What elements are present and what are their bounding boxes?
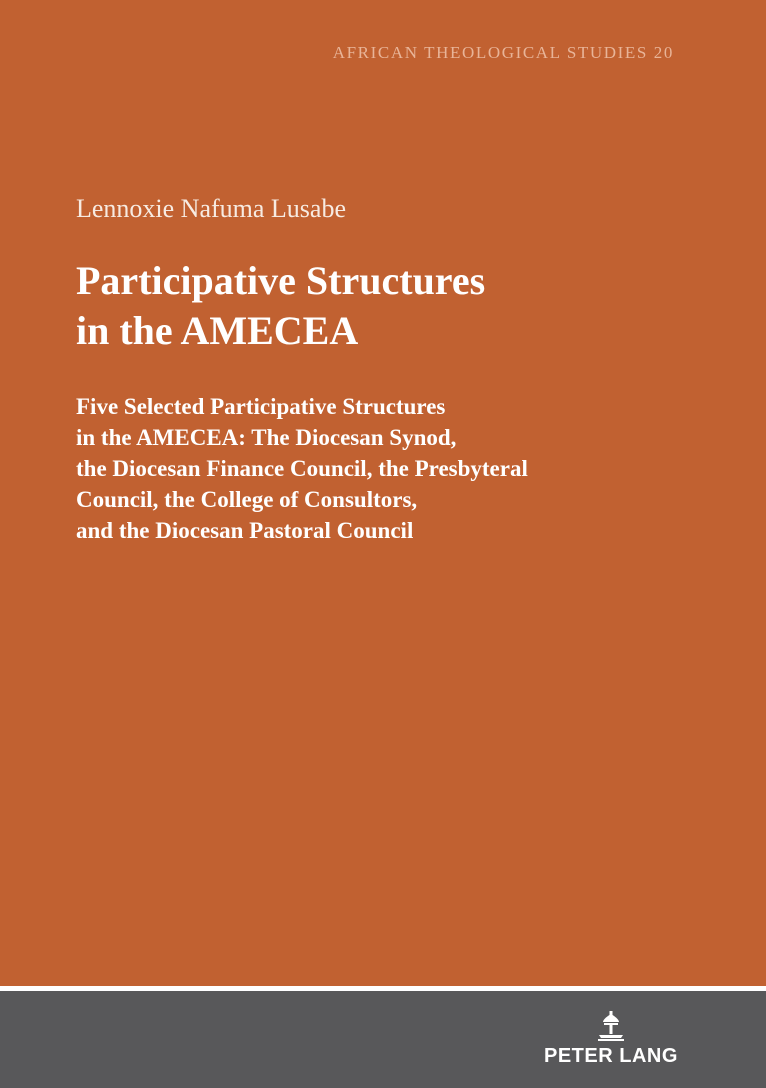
tree-logo-icon xyxy=(594,1009,628,1043)
logo-tree-crown xyxy=(603,1014,619,1022)
logo-tree-trunk xyxy=(610,1025,613,1034)
logo-book-base xyxy=(599,1035,623,1038)
logo-tree-band xyxy=(604,1023,618,1025)
author-name: Lennoxie Nafuma Lusabe xyxy=(76,194,347,223)
subtitle-line: and the Diocesan Pastoral Council xyxy=(76,518,414,543)
title-line: in the AMECEA xyxy=(76,308,359,353)
subtitle-line: Five Selected Participative Structures xyxy=(76,394,446,419)
logo-base-line xyxy=(598,1039,624,1041)
book-title xyxy=(76,256,716,356)
series-label: AFRICAN THEOLOGICAL STUDIES 20 xyxy=(332,43,674,62)
title-line: Participative Structures xyxy=(76,258,486,303)
subtitle-line: in the AMECEA: The Diocesan Synod, xyxy=(76,425,457,450)
subtitle-line: the Diocesan Finance Council, the Presbyteral xyxy=(76,456,528,481)
publisher-footer xyxy=(0,991,766,1088)
book-subtitle xyxy=(76,391,716,546)
subtitle-line: Council, the College of Consultors, xyxy=(76,487,418,512)
publisher-name: PETER LANG xyxy=(544,1045,678,1067)
